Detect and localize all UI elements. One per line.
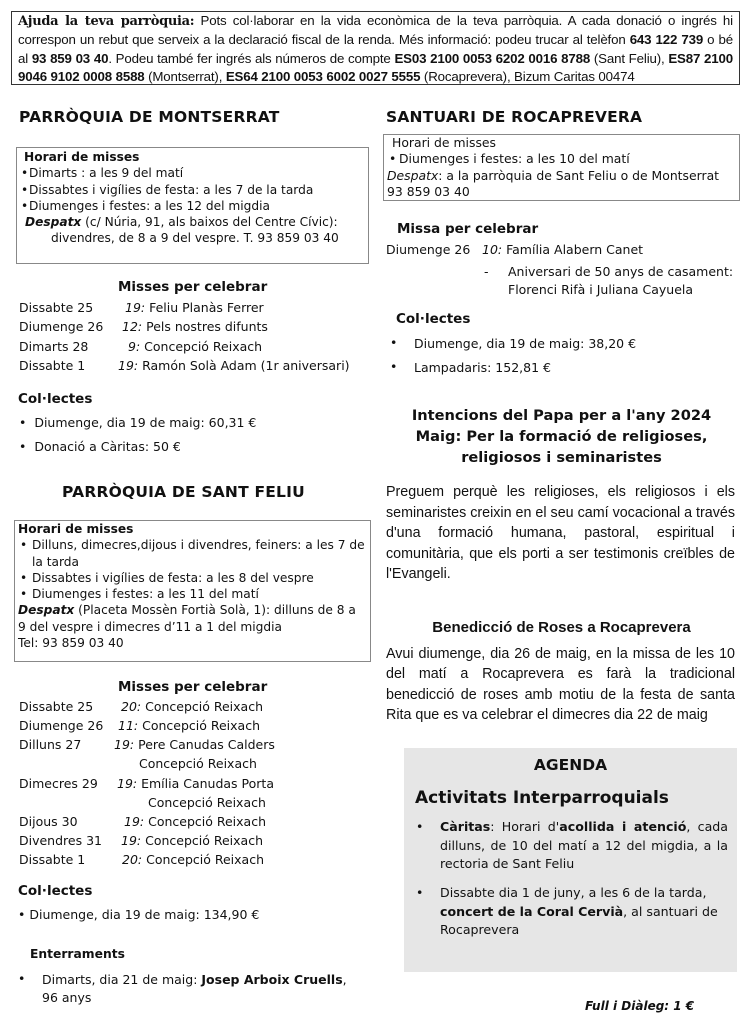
mass-day: Dimecres 29	[19, 776, 98, 791]
bullet-icon: •	[390, 359, 398, 374]
mass-day: Diumenge 26	[19, 718, 104, 733]
montserrat-schedule-box	[16, 147, 369, 264]
santfeliu-title: PARRÒQUIA DE SANT FELIU	[62, 483, 305, 501]
iban: ES64 2100 0053 6002 0027 5555	[225, 69, 421, 85]
collections-title: Col·lectes	[396, 311, 471, 327]
schedule-item: • Diumenges i festes: a les 12 del migdia	[19, 198, 364, 214]
mass-intent: 11: Concepció Reixach	[118, 718, 260, 733]
donation-lead: Ajuda la teva parròquia:	[18, 14, 195, 29]
rocaprevera-schedule-box	[383, 134, 740, 201]
mass-day: Diumenge 26	[19, 319, 104, 334]
office-tel: Tel: 93 859 03 40	[18, 636, 124, 651]
office-info: Despatx (c/ Núria, 91, als baixos del Centre Cívic):	[25, 215, 338, 230]
bullet-icon: •	[18, 971, 26, 986]
office-info: Despatx (Placeta Mossèn Fortià Solà, 1): dilluns de 8 a 9 del vespre i dimecres d’11 a 1 del migdia	[18, 603, 356, 634]
mass-intent: 9: Concepció Reixach	[128, 339, 263, 354]
agenda-box	[404, 748, 737, 972]
masses-title: Misses per celebrar	[118, 279, 268, 295]
collection-item: • Diumenge, dia 19 de maig: 60,31 €	[19, 415, 257, 430]
mass-day: Dissabte 25	[19, 300, 94, 315]
mass-intent: 20: Concepció Reixach	[121, 699, 263, 714]
phone-number: 643 122 739	[629, 32, 704, 48]
mass-day: Dilluns 27	[19, 737, 82, 752]
mass-day: Dissabte 1	[19, 358, 86, 373]
collections-title: Col·lectes	[18, 883, 93, 899]
santfeliu-schedule-box	[14, 520, 371, 662]
bullet-icon: •	[416, 885, 424, 900]
agenda-item: Dissabte dia 1 de juny, a les 6 de la tarda, concert de la Coral Cervià, al santuari de Rocaprevera	[440, 885, 718, 937]
schedule-item: • Dissabtes i vigílies de festa: a les 7 de la tarda	[19, 182, 364, 198]
collection-item: Diumenge, dia 19 de maig: 38,20 €	[414, 336, 637, 351]
schedule-title: Horari de misses	[24, 150, 140, 164]
donation-info-box: Ajuda la teva parròquia: Pots col·laborar en la vida econòmica de la teva parròquia. A cada donació o ingrés hi correspon un rebut que serveix a la declaració fiscal de la renda. Més informació: podeu trucar al telèfon 643 122 739 o bé al 93 859 03 40. Podeu també fer ingrés als números de compte ES03 2100 0053 6202 0016 8788 (Sant Feliu), ES87 2100 9046 9102 0008 8588 (Montserrat), ES64 2100 0053 6002 0027 5555 (Rocaprevera), Bizum Caritas 00474	[11, 11, 740, 85]
roses-text: Avui diumenge, dia 26 de maig, en la missa de les 10 del matí a Rocaprevera es farà la tradicional benedicció de roses amb motiu de la festa de santa Rita que es va celebrar el dimecres dia 22 de maig	[386, 646, 735, 723]
masses-title: Misses per celebrar	[118, 679, 268, 695]
price-footer: Full i Diàleg: 1 €	[585, 999, 695, 1013]
mass-day: Dijous 30	[19, 814, 78, 829]
office-info: Despatx: a la parròquia de Sant Feliu o de Montserrat	[387, 167, 720, 183]
burials-title: Enterraments	[30, 947, 125, 961]
mass-intent: 12: Pels nostres difunts	[122, 319, 268, 334]
schedule-item: • Dissabtes i vigílies de festa: a les 8 del vespre	[18, 570, 366, 586]
agenda-title: AGENDA	[533, 756, 608, 774]
mass-intent: 19: Emília Canudas Porta	[117, 776, 274, 791]
montserrat-title: PARRÒQUIA DE MONTSERRAT	[19, 108, 280, 126]
mass-day: Dimarts 28	[19, 339, 89, 354]
mass-intent: 19: Concepció Reixach	[124, 814, 266, 829]
agenda-item: Càritas: Horari d'acollida i atenció, cada dilluns, de 10 del matí a 12 del migdia, a la rectoria de Sant Feliu	[440, 819, 729, 871]
schedule-title: Horari de misses	[392, 135, 496, 150]
schedule-title: Horari de misses	[18, 522, 134, 536]
bullet-icon: •	[390, 335, 398, 350]
burial-item: Dimarts, dia 21 de maig: Josep Arboix Cruells, 96 anys	[42, 972, 347, 1005]
iban: ES87 2100 9046 9102 0008 8588	[18, 50, 733, 85]
rocaprevera-title: SANTUARI DE ROCAPREVERA	[386, 108, 643, 126]
mass-intent-extra: Concepció Reixach	[148, 795, 266, 810]
pope-intentions-title: Intencions del Papa per a l'any 2024 Maig: Per la formació de religioses, religiosos i seminaristes	[411, 407, 712, 466]
mass-intent-extra: Florenci Rifà i Juliana Cayuela	[508, 282, 694, 297]
mass-day: Dissabte 1	[19, 852, 86, 867]
mass-intent: 19: Concepció Reixach	[121, 833, 263, 848]
mass-day: Diumenge 26	[386, 242, 471, 257]
schedule-item: • Dilluns, dimecres,dijous i divendres, feiners: a les 7 de la tarda	[18, 537, 366, 570]
dash: -	[484, 264, 489, 279]
collection-item: • Donació a Càritas: 50 €	[19, 439, 181, 454]
mass-intent: 10: Família Alabern Canet	[482, 242, 644, 257]
agenda-subtitle: Activitats Interparroquials	[415, 788, 669, 808]
mass-day: Dissabte 25	[19, 699, 94, 714]
collections-title: Col·lectes	[18, 391, 93, 407]
mass-intent-extra: Concepció Reixach	[139, 756, 257, 771]
roses-title: Benedicció de Roses a Rocaprevera	[432, 619, 691, 636]
schedule-item: • Diumenges i festes: a les 11 del matí	[18, 586, 366, 602]
collection-item: Lampadaris: 152,81 €	[414, 360, 551, 375]
schedule-item: • Diumenges i festes: a les 10 del matí	[387, 151, 736, 167]
schedule-item: • Dimarts : a les 9 del matí	[19, 165, 364, 181]
pope-intentions-text: Preguem perquè les religioses, els religiosos i els seminaristes creixin en el seu camí vocacional a través d'una formació humana, pastoral, espiritual i comunitària, que els porti a ser testimonis creïbles de l'Evangeli.	[386, 484, 735, 582]
mass-intent: 20: Concepció Reixach	[122, 852, 264, 867]
mass-intent: 19: Feliu Planàs Ferrer	[125, 300, 264, 315]
masses-title: Missa per celebrar	[397, 221, 539, 237]
mass-intent-extra: Aniversari de 50 anys de casament:	[508, 264, 734, 279]
mass-intent: 19: Pere Canudas Calders	[114, 737, 275, 752]
office-tel: 93 859 03 40	[387, 183, 470, 199]
bullet-icon: •	[416, 819, 424, 834]
collection-item: • Diumenge, dia 19 de maig: 134,90 €	[18, 907, 260, 922]
phone-number: 93 859 03 40	[31, 50, 109, 66]
iban: ES03 2100 0053 6202 0016 8788	[394, 50, 591, 66]
office-hours: divendres, de 8 a 9 del vespre. T. 93 859 03 40	[51, 231, 339, 246]
mass-day: Divendres 31	[19, 833, 102, 848]
mass-intent: 19: Ramón Solà Adam (1r aniversari)	[118, 358, 350, 373]
